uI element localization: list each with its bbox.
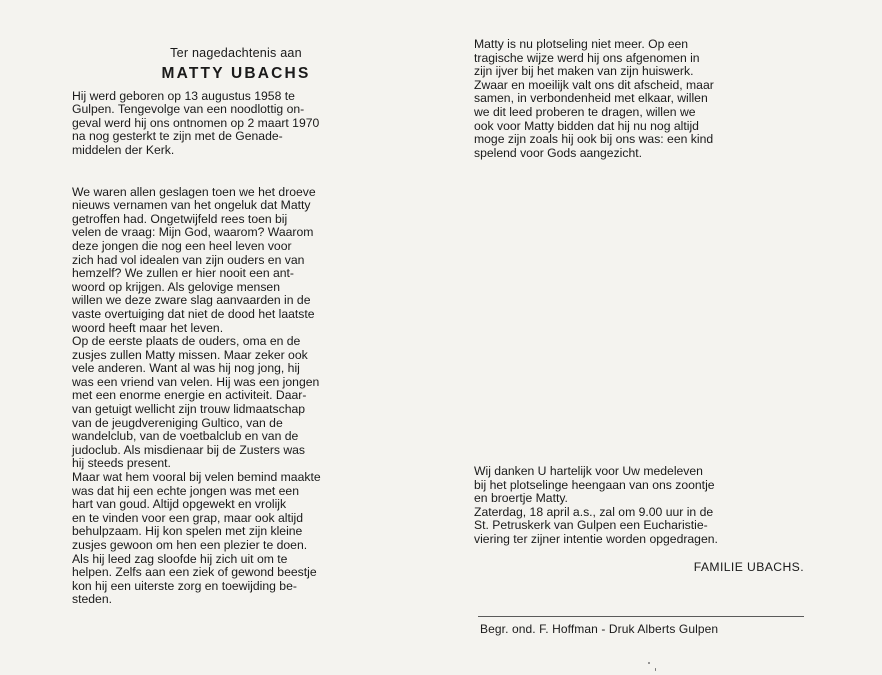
text-line: Wij danken U hartelijk voor Uw medeleven — [474, 464, 703, 478]
text-line: Hij werd geboren op 13 augustus 1958 te — [72, 88, 295, 103]
text-line: hart van goud. Altijd opgewekt en vrolijk — [72, 497, 287, 512]
text-line: velen de vraag: Mijn God, waarom? Waarom — [72, 225, 314, 240]
text-line: Matty is nu plotseling niet meer. Op een — [474, 37, 689, 51]
text-line: Als hij leed zag sloofde hij zich uit om te — [72, 551, 288, 566]
text-line: zich had vol idealen van zijn ouders en van — [72, 252, 305, 267]
text-line: na nog gesterkt te zijn met de Genade- — [72, 129, 283, 144]
text-line: bij het plotselinge heengaan van ons zoontje — [474, 477, 715, 492]
text-line: vele anderen. Want al was hij nog jong, hij — [72, 361, 300, 376]
text-line: Zwaar en moeilijk valt ons dit afscheid, maar — [474, 77, 714, 92]
text-line: steden. — [72, 592, 112, 607]
printer-imprint: Begr. ond. F. Hoffman - Druk Alberts Gulpen — [480, 622, 719, 636]
print-speck — [648, 662, 650, 664]
text-line: St. Petruskerk van Gulpen een Eucharistie- — [474, 518, 708, 533]
text-line: zijn ijver bij het maken van zijn huiswerk. — [474, 64, 694, 79]
text-line: van de jeugdvereniging Gultico, van de — [72, 415, 283, 430]
left-column — [72, 46, 400, 607]
text-line: kon hij een uiterste zorg en toewijding be- — [72, 578, 297, 593]
text-line: hemzelf? We zullen er hier nooit een ant- — [72, 266, 294, 281]
text-line: deze jongen die nog een heel leven voor — [72, 238, 292, 253]
text-line: en te vinden voor een grap, maar ook altijd — [72, 510, 304, 525]
text-line: Zaterdag, 18 april a.s., zal om 9.00 uur in de — [474, 504, 714, 519]
birth-paragraph — [72, 90, 400, 158]
text-line: zusjes gewoon om hen een plezier te doen. — [72, 538, 308, 552]
text-line: Gulpen. Tengevolge van een noodlottig on- — [72, 102, 305, 117]
text-line: wandelclub, van de voetbalclub en van de — [72, 429, 299, 444]
tribute-paragraph — [72, 186, 400, 607]
text-line: we dit leed proberen te dragen, willen we — [474, 104, 696, 119]
text-line: willen we deze zware slag aanvaarden in de — [72, 293, 311, 308]
text-line: was een vriend van velen. Hij was een jongen — [72, 374, 320, 389]
paragraph-gap — [72, 158, 400, 186]
text-line: zusjes zullen Matty missen. Maar zeker ook — [72, 347, 308, 362]
text-line: tragische wijze werd hij ons afgenomen in — [474, 50, 700, 65]
text-line: hij steeds present. — [72, 456, 171, 471]
dedication-heading: Ter nagedachtenis aan — [170, 46, 302, 60]
print-speck — [655, 668, 656, 671]
text-line: woord op krijgen. Als gelovige mensen — [72, 279, 280, 294]
text-line: moge zijn zoals hij ook bij ons was: een kind — [474, 132, 714, 147]
text-line: Maar wat hem vooral bij velen bemind maakte — [72, 470, 321, 485]
farewell-paragraph — [474, 38, 806, 160]
text-line: Op de eerste plaats de ouders, oma en de — [72, 334, 301, 349]
text-line: getroffen had. Ongetwijfeld rees toen bij — [72, 211, 288, 226]
deceased-name: MATTY UBACHS — [161, 65, 311, 82]
family-signature: FAMILIE UBACHS. — [693, 560, 804, 574]
text-line: geval werd hij ons ontnomen op 2 maart 1970 — [72, 115, 320, 130]
text-line: met een enorme energie en activiteit. Daar- — [72, 388, 307, 403]
text-line: We waren allen geslagen toen we het droeve — [72, 184, 316, 199]
text-line: van getuigt wellicht zijn trouw lidmaatschap — [72, 402, 306, 417]
text-line: judoclub. Als misdienaar bij de Zusters was — [72, 442, 306, 457]
text-line: helpen. Zelfs aan een ziek of gewond beestje — [72, 565, 317, 580]
text-line: nieuws vernamen van het ongeluk dat Matty — [72, 198, 311, 213]
text-line: samen, in verbondenheid met elkaar, willen — [474, 91, 708, 106]
text-line: viering ter zijner intentie worden opgedragen. — [474, 531, 718, 546]
text-line: spelend voor Gods aangezicht. — [474, 145, 643, 160]
right-column — [474, 37, 806, 636]
text-line: behulpzaam. Hij kon spelen met zijn kleine — [72, 524, 303, 539]
thanks-paragraph — [474, 465, 806, 547]
text-line: woord heeft maar het leven. — [72, 320, 224, 335]
text-line: ook voor Matty bidden dat hij nu nog altijd — [474, 118, 699, 133]
text-line: en broertje Matty. — [474, 491, 568, 506]
text-line: vaste overtuiging dat niet de dood het laatste — [72, 306, 315, 321]
text-line: middelen der Kerk. — [72, 142, 175, 157]
text-line: was dat hij een echte jongen was met een — [72, 483, 299, 498]
divider — [478, 616, 804, 617]
